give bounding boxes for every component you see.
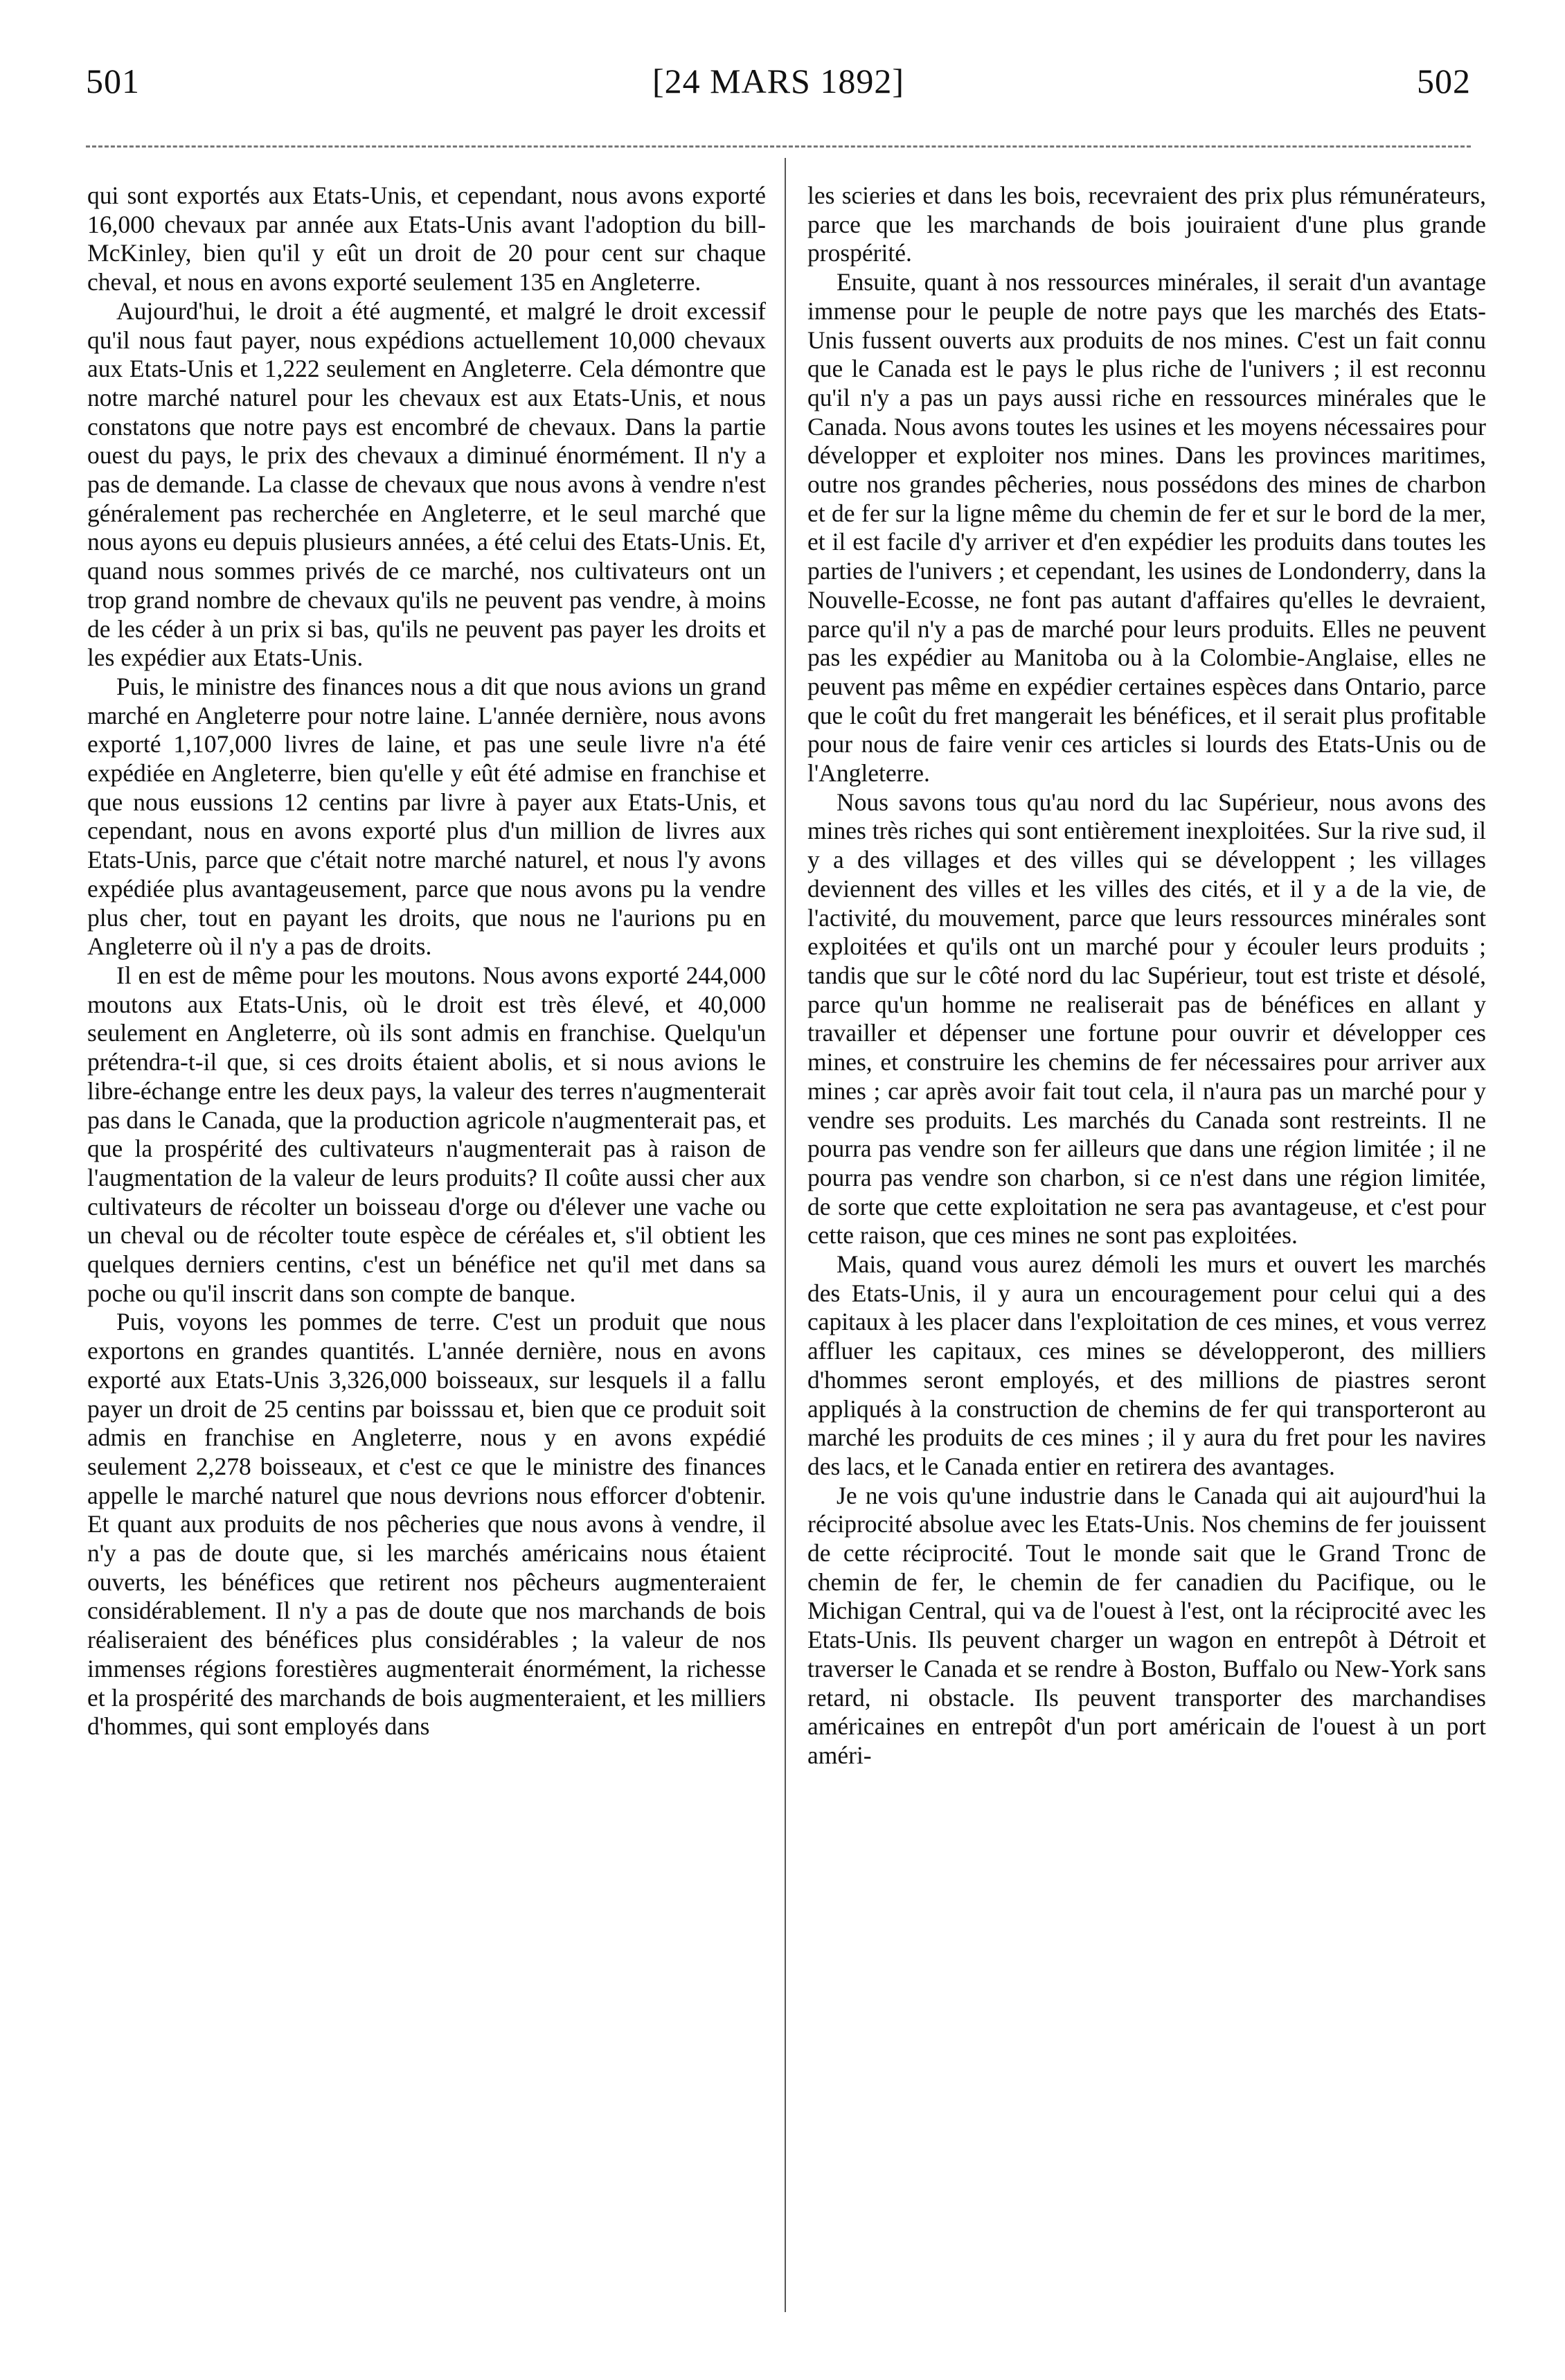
column-divider bbox=[785, 158, 786, 2312]
right-column bbox=[807, 181, 1486, 1770]
paragraph: Aujourd'hui, le droit a été augmenté, et malgré le droit excessif qu'il nous faut payer, nous expédions actuellement 10,000 chevaux aux Etats-Unis et 1,222 seulement en Angleterre. Cela démontre que notre marché naturel pour les chevaux est aux Etats-Unis, et nous constatons que notre pays est encombré de chevaux. Dans la partie ouest du pays, le prix des chevaux a diminué énormément. Il n'y a pas de demande. La classe de chevaux que nous avons à vendre n'est généralement pas recherchée en Angleterre, et le seul marché que nous ayons eu depuis plusieurs années, a été celui des Etats-Unis. Et, quand nous sommes privés de ce marché, nos cultivateurs ont un trop grand nombre de chevaux qu'ils ne peuvent pas vendre, à moins de les céder à un prix si bas, qu'ils ne peuvent pas payer les droits et les expédier aux Etats-Unis. bbox=[87, 296, 766, 672]
paragraph: Ensuite, quant à nos ressources minérales, il serait d'un avantage immense pour le peuple de notre pays que les marchés des Etats-Unis fussent ouverts aux produits de nos mines. C'est un fait connu que le Canada est le pays le plus riche de l'univers ; il est reconnu qu'il n'y a pas un pays aussi riche en ressources minérales que le Canada. Nous avons toutes les usines et les moyens nécessaires pour développer et exploiter nos mines. Dans les provinces maritimes, outre nos grandes pêcheries, nous possédons des mines de charbon et de fer sur la ligne même du chemin de fer et sur le bord de la mer, et il est facile d'y arriver et d'en expédier les produits dans toutes les parties de l'univers ; et cependant, les usines de Londonderry, dans la Nouvelle-Ecosse, ne font pas autant d'affaires qu'elles le devraient, parce qu'il n'y a pas de marché pour leurs produits. Elles ne peuvent pas les expédier au Manitoba ou à la Colombie-Anglaise, elles ne peuvent pas même en expédier certaines espèces dans Ontario, parce que le coût du fret mangerait les bénéfices, et il serait plus profitable pour nous de faire venir ces articles si lourds des Etats-Unis ou de l'Angleterre. bbox=[807, 268, 1486, 788]
header-rule bbox=[86, 145, 1471, 148]
paragraph: Mais, quand vous aurez démoli les murs et ouvert les marchés des Etats-Unis, il y aura un encouragement pour celui qui a des capitaux à les placer dans l'exploitation de ces mines, et vous verrez affluer les capitaux, ces mines se développeront, des milliers d'hommes seront employés, et des millions de piastres seront appliqués à la construction de chemins de fer qui transporteront au marché les produits de ces mines ; il y aura du fret pour les navires des lacs, et le Canada entier en retirera des avantages. bbox=[807, 1250, 1486, 1480]
paragraph: les scieries et dans les bois, recevraient des prix plus rémunérateurs, parce que les marchands de bois jouiraient d'une plus grande prospérité. bbox=[807, 181, 1486, 267]
paragraph: Je ne vois qu'une industrie dans le Canada qui ait aujourd'hui la réciprocité absolue avec les Etats-Unis. Nos chemins de fer jouissent de cette réciprocité. Tout le monde sait que le Grand Tronc de chemin de fer, le chemin de fer canadien du Pacifique, ou le Michigan Central, qui va de l'ouest à l'est, ont la réciprocité avec les Etats-Unis. Ils peuvent charger un wagon en entrepôt à Détroit et traverser le Canada et se rendre à Boston, Buffalo ou New-York sans retard, ni obstacle. Ils peuvent transporter des marchandises américaines en entrepôt d'un port américain de l'ouest à un port améri- bbox=[807, 1481, 1486, 1769]
left-column bbox=[87, 181, 766, 1741]
page-date: [24 MARS 1892] bbox=[652, 62, 905, 100]
paragraph: qui sont exportés aux Etats-Unis, et cependant, nous avons exporté 16,000 chevaux par année aux Etats-Unis avant l'adoption du bill-McKinley, bien qu'il y eût un droit de 20 pour cent sur chaque cheval, et nous en avons exporté seulement 135 en Angleterre. bbox=[87, 181, 766, 296]
page-header bbox=[86, 61, 1471, 116]
page-number-left: 501 bbox=[86, 62, 140, 100]
paragraph: Puis, voyons les pommes de terre. C'est un produit que nous exportons en grandes quantités. L'année dernière, nous en avons exporté aux Etats-Unis 3,326,000 boisseaux, sur lesquels il a fallu payer un droit de 25 centins par boisssau et, bien que ce produit soit admis en franchise en Angleterre, nous y en avons expédié seulement 2,278 boisseaux, et c'est ce que le ministre des finances appelle le marché naturel que nous devrions nous efforcer d'obtenir. Et quant aux produits de nos pêcheries que nous avons à vendre, il n'y a pas de doute que, si les marchés américains nous étaient ouverts, les bénéfices que retirent nos pêcheurs augmenteraient considérablement. Il n'y a pas de doute que nos marchands de bois réaliseraient des bénéfices plus considérables ; la valeur de nos immenses régions forestières augmenterait énormément, la richesse et la prospérité des marchands de bois augmenteraient, et les milliers d'hommes, qui sont employés dans bbox=[87, 1308, 766, 1741]
paragraph: Il en est de même pour les moutons. Nous avons exporté 244,000 moutons aux Etats-Unis, où le droit est très élevé, et 40,000 seulement en Angleterre, où ils sont admis en franchise. Quelqu'un prétendra-t-il que, si ces droits étaient abolis, et si nous avions le libre-échange entre les deux pays, la valeur des terres n'augmenterait pas dans le Canada, que la production agricole n'augmenterait pas, et que la prospérité des cultivateurs n'augmenterait pas à raison de l'augmentation de la valeur de leurs produits? Il coûte aussi cher aux cultivateurs de récolter un boisseau d'orge ou d'élever une vache ou un cheval ou de récolter toute espèce de céréales et, s'il obtient les quelques derniers centins, c'est un bénéfice net qu'il met dans sa poche ou qu'il inscrit dans son compte de banque. bbox=[87, 961, 766, 1307]
paragraph: Nous savons tous qu'au nord du lac Supérieur, nous avons des mines très riches qui sont entièrement inexploitées. Sur la rive sud, il y a des villages et des villes qui se développent ; les villages deviennent des villes et les villes des cités, et il y a de la vie, de l'activité, du mouvement, parce que leurs ressources minérales sont exploitées et qu'ils ont un marché pour y écouler leurs produits ; tandis que sur le côté nord du lac Supérieur, tout est triste et désolé, parce qu'un homme ne realiserait pas de bénéfices en allant y travailler et dépenser une fortune pour ouvrir et développer ces mines, et construire les chemins de fer nécessaires pour arriver aux mines ; car après avoir fait tout cela, il n'aura pas un marché pour y vendre ses produits. Les marchés du Canada sont restreints. Il ne pourra pas vendre son fer ailleurs que dans une région limitée ; il ne pourra pas vendre son charbon, si ce n'est dans une région limitée, de sorte que cette exploitation ne sera pas avantageuse, et c'est pour cette raison, que ces mines ne sont pas exploitées. bbox=[807, 788, 1486, 1250]
page-number-right: 502 bbox=[1417, 62, 1471, 100]
paragraph: Puis, le ministre des finances nous a dit que nous avions un grand marché en Angleterre pour notre laine. L'année dernière, nous avons exporté 1,107,000 livres de laine, et pas une seule livre n'a été expédiée en Angleterre, bien qu'elle y eût été admise en franchise et que nous eussions 12 centins par livre à payer aux Etats-Unis, et cependant, nous en avons exporté plus d'un million de livres aux Etats-Unis, parce que c'était notre marché naturel, et nous l'y avons expédiée plus avantageusement, parce que nous avons pu la vendre plus cher, tout en payant les droits, que nous ne l'aurions pu en Angleterre où il n'y a pas de droits. bbox=[87, 672, 766, 961]
